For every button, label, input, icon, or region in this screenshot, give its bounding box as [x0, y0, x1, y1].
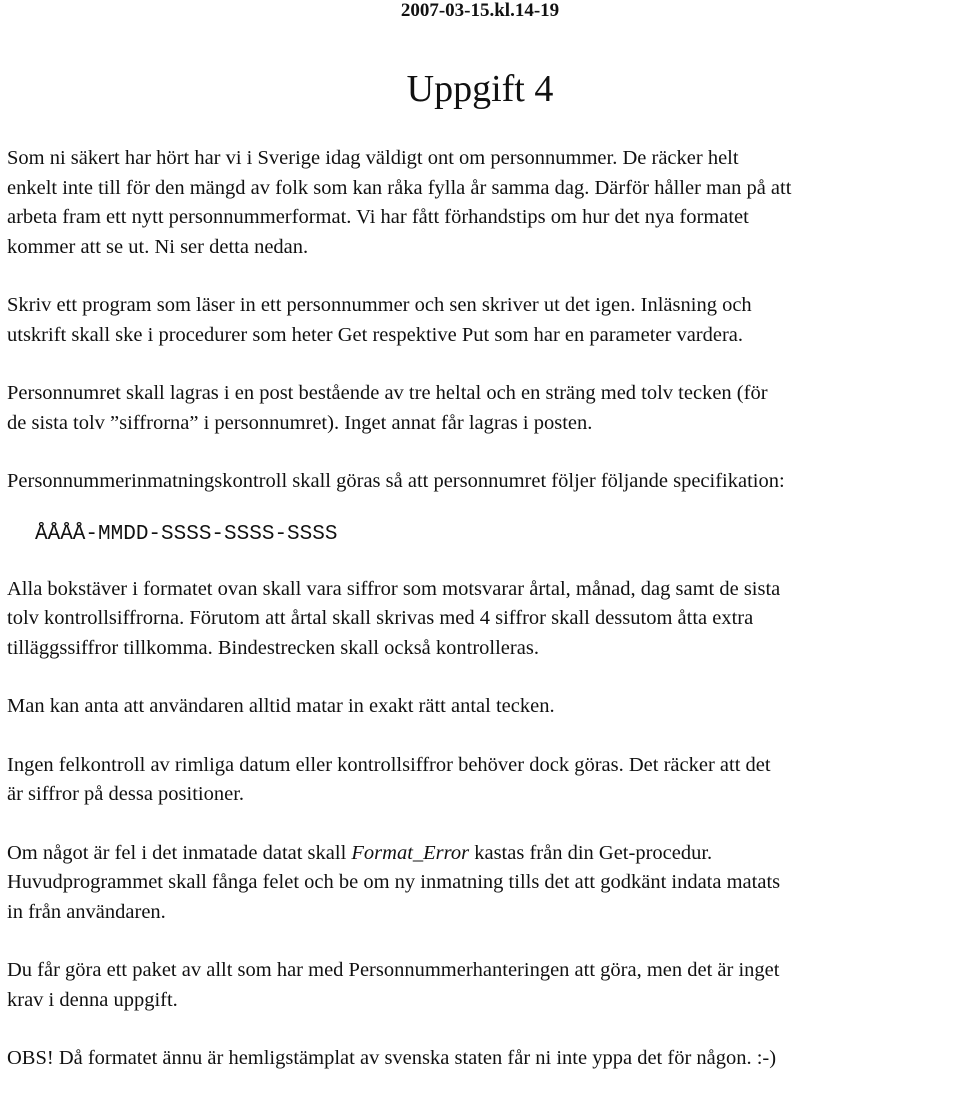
input-assumption-paragraph — [7, 692, 960, 722]
format-specification: ÅÅÅÅ-MMDD-SSSS-SSSS-SSSS — [35, 522, 338, 546]
text-segment: Om något är fel i det inmatade datat skall — [7, 841, 352, 864]
package-paragraph — [7, 956, 960, 1015]
text-line: de sista tolv ”siffrorna” i personnumret). Inget annat får lagras i posten. — [7, 411, 593, 434]
intro-paragraph — [7, 144, 960, 262]
obs-paragraph — [7, 1044, 960, 1074]
page-title: Uppgift 4 — [406, 68, 554, 110]
text-line: Personnumret skall lagras i en post bestående av tre heltal och en sträng med tolv tecken (för — [7, 382, 768, 404]
format-rules-paragraph — [7, 575, 960, 664]
text-segment: kastas från din Get-procedur. — [469, 841, 713, 864]
assignment-body — [7, 144, 960, 1103]
text-line: tolv kontrollsiffrorna. Förutom att årtal skall skrivas med 4 siffror skall dessutom åtta extra — [7, 607, 754, 629]
text-line: utskrift skall ske i procedurer som heter Get respektive Put som har en parameter vardera. — [7, 323, 744, 346]
text-line: OBS! Då formatet ännu är hemligstämplat av svenska staten får ni inte yppa det för någon. :-) — [7, 1047, 777, 1069]
text-line: arbeta fram ett nytt personnummerformat. Vi har fått förhandstips om hur det nya formatet — [7, 206, 749, 228]
exception-paragraph — [7, 839, 960, 928]
text-line: Man kan anta att användaren alltid matar in exakt rätt antal tecken. — [7, 695, 555, 717]
text-line: krav i denna uppgift. — [7, 988, 178, 1011]
exception-name: Format_Error — [351, 841, 470, 864]
text-line — [7, 839, 960, 869]
text-line: Ingen felkontroll av rimliga datum eller kontrollsiffror behöver dock göras. Det räcker att det — [7, 753, 771, 776]
text-line: Som ni säkert har hört har vi i Sverige idag väldigt ont om personnummer. De räcker helt — [7, 147, 739, 169]
text-line: Du får göra ett paket av allt som har med Personnummerhanteringen att göra, men det är inget — [7, 959, 780, 981]
task-paragraph — [7, 291, 960, 350]
text-line: kommer att se ut. Ni ser detta nedan. — [7, 235, 309, 258]
text-line: enkelt inte till för den mängd av folk som kan råka fylla år samma dag. Därför håller man på att — [7, 176, 792, 199]
error-check-paragraph — [7, 751, 960, 810]
text-line: in från användaren. — [7, 900, 166, 923]
exam-date-header: 2007-03-15.kl.14-19 — [400, 0, 560, 21]
validation-paragraph — [7, 467, 960, 497]
text-line: Alla bokstäver i formatet ovan skall vara siffror som motsvarar årtal, månad, dag samt de sista — [7, 577, 781, 600]
storage-paragraph — [7, 379, 960, 438]
text-line: Skriv ett program som läser in ett personnummer och sen skriver ut det igen. Inläsning och — [7, 294, 752, 316]
text-line: tilläggssiffror tillkomma. Bindestrecken skall också kontrolleras. — [7, 636, 539, 659]
text-line: Huvudprogrammet skall fånga felet och be om ny inmatning tills det att godkänt indata matats — [7, 871, 781, 893]
text-line: Personnummerinmatningskontroll skall göras så att personnumret följer följande specifikation: — [7, 470, 785, 492]
text-line: är siffror på dessa positioner. — [7, 783, 245, 805]
